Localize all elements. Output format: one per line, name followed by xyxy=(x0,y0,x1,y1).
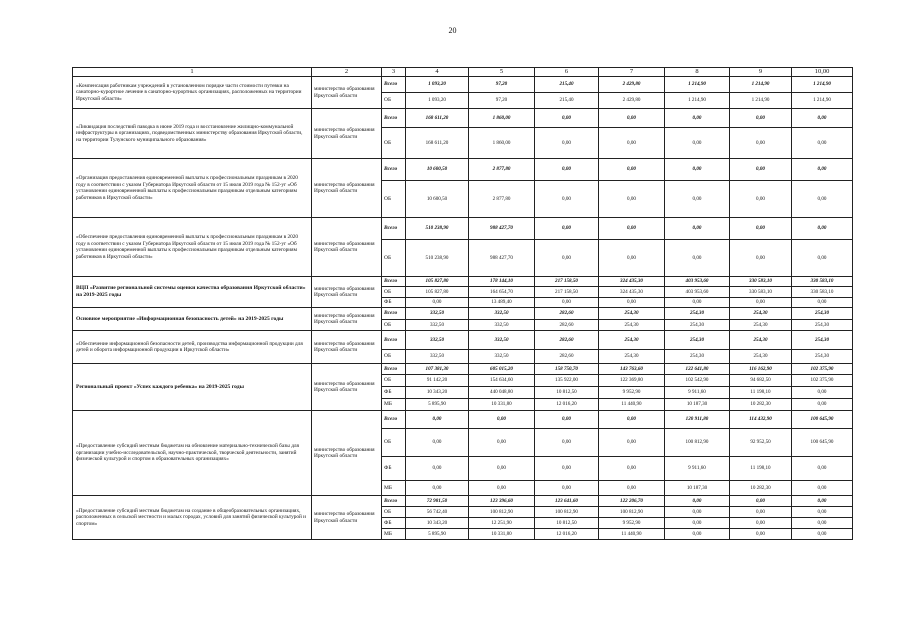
funding-source: ФБ xyxy=(382,518,406,529)
amount-cell: 100 645,90 xyxy=(792,411,853,429)
executor: министерство образования Иркутской области xyxy=(312,77,382,109)
amount-cell: 0,00 xyxy=(792,387,853,399)
amount-cell: 0,00 xyxy=(535,128,599,159)
table-row xyxy=(73,218,853,240)
amount-cell: 510 238,90 xyxy=(406,218,469,240)
amount-cell: 1 214,90 xyxy=(665,93,730,109)
amount-cell: 11 198,10 xyxy=(730,457,792,481)
amount-cell: 0,00 xyxy=(730,496,792,507)
amount-cell: 1 214,90 xyxy=(792,93,853,109)
funding-source: ОБ xyxy=(382,181,406,218)
funding-source: ОБ xyxy=(382,429,406,457)
amount-cell: 0,00 xyxy=(599,457,665,481)
funding-source: ОБ xyxy=(382,320,406,331)
amount-cell: 122 369,80 xyxy=(599,375,665,387)
executor: министерство образования Иркутской области xyxy=(312,218,382,277)
amount-cell: 143 763,60 xyxy=(599,364,665,375)
amount-cell: 0,00 xyxy=(792,518,853,529)
header-cell: 5 xyxy=(469,68,535,77)
amount-cell: 0,00 xyxy=(730,240,792,277)
amount-cell: 0,00 xyxy=(665,298,730,308)
amount-cell: 120 911,80 xyxy=(665,411,730,429)
amount-cell: 332,50 xyxy=(406,320,469,331)
funding-source: Всего xyxy=(382,411,406,429)
header-cell: 9 xyxy=(730,68,792,77)
amount-cell: 0,00 xyxy=(406,429,469,457)
amount-cell: 0,00 xyxy=(535,457,599,481)
amount-cell: 217 158,50 xyxy=(535,287,599,298)
amount-cell: 403 953,60 xyxy=(665,277,730,287)
amount-cell: 0,00 xyxy=(535,159,599,181)
amount-cell: 12 016,20 xyxy=(535,399,599,411)
amount-cell: 10 600,50 xyxy=(406,181,469,218)
funding-source: Всего xyxy=(382,218,406,240)
funding-source: ФБ xyxy=(382,457,406,481)
funding-source: Всего xyxy=(382,496,406,507)
amount-cell: 0,00 xyxy=(469,481,535,496)
activity-name: «Обеспечение предоставления единовременной выплаты к профессиональным праздникам в 2020 году в соответствии с указом Губернатора Иркутской области от 15 июля 2019 года № 152-уг «Об установлении единовременной выплаты к профессиональным праздникам отдельным категориям работников в Иркутской области» xyxy=(73,218,312,277)
amount-cell: 254,30 xyxy=(792,331,853,350)
funding-source: Всего xyxy=(382,159,406,181)
amount-cell: 0,00 xyxy=(535,240,599,277)
activity-name: «Предоставление субсидий местным бюджетам на создание в общеобразовательных организациях, расположенных в сельской местности и малых городах, условий для занятий физической культурой и спортом» xyxy=(73,496,312,540)
amount-cell: 56 742,40 xyxy=(406,507,469,518)
amount-cell: 605 015,20 xyxy=(469,364,535,375)
header-cell: 3 xyxy=(382,68,406,77)
amount-cell: 123 396,60 xyxy=(469,496,535,507)
amount-cell: 0,00 xyxy=(730,218,792,240)
amount-cell: 0,00 xyxy=(665,529,730,540)
amount-cell: 1 860,00 xyxy=(469,128,535,159)
amount-cell: 332,50 xyxy=(469,320,535,331)
amount-cell: 1 214,90 xyxy=(792,77,853,93)
amount-cell: 5 895,90 xyxy=(406,529,469,540)
amount-cell: 0,00 xyxy=(730,159,792,181)
amount-cell: 0,00 xyxy=(599,109,665,128)
amount-cell: 0,00 xyxy=(730,518,792,529)
amount-cell: 102 375,90 xyxy=(792,364,853,375)
header-cell: 4 xyxy=(406,68,469,77)
amount-cell: 282,60 xyxy=(535,320,599,331)
amount-cell: 10 282,30 xyxy=(730,481,792,496)
amount-cell: 254,30 xyxy=(792,308,853,320)
funding-source: Всего xyxy=(382,364,406,375)
amount-cell: 254,30 xyxy=(599,350,665,364)
table-row xyxy=(73,159,853,181)
amount-cell: 100 645,90 xyxy=(792,429,853,457)
activity-name: ВЦП «Развитие региональной системы оценки качества образования Иркутской области» на 2019-2025 годы xyxy=(73,277,312,308)
amount-cell: 178 144,10 xyxy=(469,277,535,287)
amount-cell: 0,00 xyxy=(792,240,853,277)
amount-cell: 0,00 xyxy=(469,411,535,429)
executor: министерство образования Иркутской области xyxy=(312,159,382,218)
funding-source: ОБ xyxy=(382,287,406,298)
amount-cell: 0,00 xyxy=(599,181,665,218)
amount-cell: 168 611,20 xyxy=(406,128,469,159)
amount-cell: 91 142,20 xyxy=(406,375,469,387)
amount-cell: 100 812,90 xyxy=(469,507,535,518)
budget-table xyxy=(72,67,853,540)
amount-cell: 0,00 xyxy=(665,496,730,507)
amount-cell: 0,00 xyxy=(792,399,853,411)
amount-cell: 11 198,10 xyxy=(730,387,792,399)
amount-cell: 0,00 xyxy=(535,411,599,429)
amount-cell: 0,00 xyxy=(792,128,853,159)
amount-cell: 164 654,70 xyxy=(469,287,535,298)
amount-cell: 123 641,60 xyxy=(535,496,599,507)
amount-cell: 1 214,90 xyxy=(730,93,792,109)
amount-cell: 330 583,10 xyxy=(792,277,853,287)
header-cell: 7 xyxy=(599,68,665,77)
activity-name: «Ликвидация последствий паводка в июне 2019 года и восстановление жилищно-коммунальной инфраструктуры в организациях, подведомственных министерству образования Иркутской области, на территории Тулунского муниципального образования» xyxy=(73,109,312,159)
amount-cell: 12 251,90 xyxy=(469,518,535,529)
activity-name: «Организация предоставления единовременной выплаты к профессиональным праздникам в 2020 году в соответствии с указом Губернатора Иркутской области от 15 июля 2019 года № 152-уг «Об установлении единовременной выплаты к профессиональным праздникам отдельным категориям работников в Иркутской области» xyxy=(73,159,312,218)
amount-cell: 11 440,90 xyxy=(599,399,665,411)
amount-cell: 332,50 xyxy=(406,331,469,350)
amount-cell: 5 895,90 xyxy=(406,399,469,411)
funding-source: Всего xyxy=(382,109,406,128)
funding-source: Всего xyxy=(382,77,406,93)
amount-cell: 72 981,50 xyxy=(406,496,469,507)
amount-cell: 105 827,80 xyxy=(406,277,469,287)
amount-cell: 10 187,30 xyxy=(665,481,730,496)
amount-cell: 0,00 xyxy=(599,218,665,240)
amount-cell: 254,30 xyxy=(599,320,665,331)
header-cell: 8 xyxy=(665,68,730,77)
amount-cell: 215,40 xyxy=(535,77,599,93)
amount-cell: 1 093,20 xyxy=(406,77,469,93)
amount-cell: 0,00 xyxy=(792,481,853,496)
funding-source: Всего xyxy=(382,331,406,350)
amount-cell: 0,00 xyxy=(406,298,469,308)
table-row xyxy=(73,331,853,350)
amount-cell: 10 812,50 xyxy=(535,518,599,529)
amount-cell: 0,00 xyxy=(792,507,853,518)
amount-cell: 11 440,90 xyxy=(599,529,665,540)
amount-cell: 2 877,80 xyxy=(469,181,535,218)
amount-cell: 330 583,10 xyxy=(792,287,853,298)
amount-cell: 0,00 xyxy=(792,457,853,481)
amount-cell: 0,00 xyxy=(599,481,665,496)
amount-cell: 0,00 xyxy=(730,529,792,540)
amount-cell: 254,30 xyxy=(730,350,792,364)
amount-cell: 0,00 xyxy=(665,109,730,128)
activity-name: Региональный проект «Успех каждого ребенка» на 2019-2025 годы xyxy=(73,364,312,411)
header-cell: 6 xyxy=(535,68,599,77)
amount-cell: 254,30 xyxy=(665,308,730,320)
amount-cell: 9 952,90 xyxy=(599,518,665,529)
amount-cell: 0,00 xyxy=(730,298,792,308)
amount-cell: 215,40 xyxy=(535,93,599,109)
amount-cell: 10 343,20 xyxy=(406,387,469,399)
amount-cell: 282,60 xyxy=(535,331,599,350)
table-row xyxy=(73,77,853,93)
amount-cell: 0,00 xyxy=(599,298,665,308)
amount-cell: 135 922,00 xyxy=(535,375,599,387)
amount-cell: 2 429,80 xyxy=(599,77,665,93)
amount-cell: 1 214,90 xyxy=(730,77,792,93)
table-row xyxy=(73,277,853,287)
activity-name: «Обеспечение информационной безопасности детей, производства информационной продукции для детей и оборота информационной продукции в Иркутской области» xyxy=(73,331,312,364)
amount-cell: 254,30 xyxy=(599,308,665,320)
amount-cell: 0,00 xyxy=(665,218,730,240)
amount-cell: 217 158,50 xyxy=(535,277,599,287)
funding-source: МБ xyxy=(382,481,406,496)
amount-cell: 332,50 xyxy=(406,350,469,364)
amount-cell: 154 634,60 xyxy=(469,375,535,387)
amount-cell: 254,30 xyxy=(730,320,792,331)
amount-cell: 0,00 xyxy=(406,411,469,429)
funding-source: ФБ xyxy=(382,387,406,399)
amount-cell: 9 911,60 xyxy=(665,387,730,399)
amount-cell: 254,30 xyxy=(665,331,730,350)
amount-cell: 254,30 xyxy=(599,331,665,350)
amount-cell: 0,00 xyxy=(535,429,599,457)
amount-cell: 97,20 xyxy=(469,93,535,109)
amount-cell: 100 812,90 xyxy=(665,429,730,457)
amount-cell: 988 427,70 xyxy=(469,218,535,240)
amount-cell: 324 435,30 xyxy=(599,287,665,298)
activity-name: «Компенсация работникам учреждений в установленном порядке части стоимости путевки на санаторно-курортное лечение в санаторно-курортных организациях, расположенных на территории Иркутской области» xyxy=(73,77,312,109)
amount-cell: 9 952,90 xyxy=(599,387,665,399)
amount-cell: 330 583,10 xyxy=(730,277,792,287)
executor: министерство образования Иркутской области xyxy=(312,364,382,411)
amount-cell: 0,00 xyxy=(535,218,599,240)
amount-cell: 158 750,70 xyxy=(535,364,599,375)
amount-cell: 0,00 xyxy=(665,159,730,181)
amount-cell: 0,00 xyxy=(535,481,599,496)
amount-cell: 0,00 xyxy=(599,429,665,457)
header-row xyxy=(73,68,853,77)
funding-source: ФБ xyxy=(382,298,406,308)
amount-cell: 102 375,90 xyxy=(792,375,853,387)
amount-cell: 254,30 xyxy=(665,320,730,331)
amount-cell: 0,00 xyxy=(792,496,853,507)
amount-cell: 13 489,40 xyxy=(469,298,535,308)
amount-cell: 254,30 xyxy=(730,308,792,320)
table-row xyxy=(73,308,853,320)
amount-cell: 330 583,10 xyxy=(730,287,792,298)
amount-cell: 0,00 xyxy=(730,181,792,218)
amount-cell: 0,00 xyxy=(792,109,853,128)
table-row xyxy=(73,496,853,507)
amount-cell: 10 812,50 xyxy=(535,387,599,399)
funding-source: ОБ xyxy=(382,507,406,518)
executor: министерство образования Иркутской области xyxy=(312,496,382,540)
amount-cell: 0,00 xyxy=(665,181,730,218)
amount-cell: 94 682,50 xyxy=(730,375,792,387)
amount-cell: 0,00 xyxy=(730,109,792,128)
amount-cell: 0,00 xyxy=(730,507,792,518)
amount-cell: 10 331,80 xyxy=(469,399,535,411)
amount-cell: 0,00 xyxy=(792,218,853,240)
funding-source: ОБ xyxy=(382,128,406,159)
amount-cell: 0,00 xyxy=(792,298,853,308)
amount-cell: 116 162,90 xyxy=(730,364,792,375)
amount-cell: 0,00 xyxy=(665,507,730,518)
amount-cell: 10 600,50 xyxy=(406,159,469,181)
amount-cell: 254,30 xyxy=(665,350,730,364)
amount-cell: 10 343,20 xyxy=(406,518,469,529)
table-body xyxy=(73,77,853,540)
amount-cell: 332,50 xyxy=(406,308,469,320)
amount-cell: 0,00 xyxy=(730,128,792,159)
amount-cell: 10 187,30 xyxy=(665,399,730,411)
funding-source: ОБ xyxy=(382,350,406,364)
amount-cell: 105 827,80 xyxy=(406,287,469,298)
amount-cell: 97,20 xyxy=(469,77,535,93)
funding-source: ОБ xyxy=(382,240,406,277)
amount-cell: 92 952,50 xyxy=(730,429,792,457)
amount-cell: 10 331,80 xyxy=(469,529,535,540)
activity-name: «Предоставление субсидий местным бюджетам на обновление материально-технической базы для организации учебно-исследовательской, научно-практической, творческой деятельности, занятий физической культурой и спортом в образовательных организациях» xyxy=(73,411,312,496)
amount-cell: 9 911,60 xyxy=(665,457,730,481)
amount-cell: 0,00 xyxy=(535,109,599,128)
amount-cell: 282,60 xyxy=(535,350,599,364)
amount-cell: 114 432,90 xyxy=(730,411,792,429)
amount-cell: 122 206,70 xyxy=(599,496,665,507)
amount-cell: 12 016,20 xyxy=(535,529,599,540)
header-cell: 2 xyxy=(312,68,382,77)
amount-cell: 1 860,00 xyxy=(469,109,535,128)
amount-cell: 0,00 xyxy=(535,181,599,218)
amount-cell: 107 381,30 xyxy=(406,364,469,375)
amount-cell: 332,50 xyxy=(469,308,535,320)
amount-cell: 254,30 xyxy=(730,331,792,350)
amount-cell: 2 877,80 xyxy=(469,159,535,181)
page-number: 20 xyxy=(448,26,457,35)
executor: министерство образования Иркутской области xyxy=(312,308,382,331)
amount-cell: 324 435,30 xyxy=(599,277,665,287)
amount-cell: 0,00 xyxy=(665,518,730,529)
header-cell: 10,00 xyxy=(792,68,853,77)
amount-cell: 0,00 xyxy=(599,240,665,277)
amount-cell: 168 611,20 xyxy=(406,109,469,128)
funding-source: МБ xyxy=(382,529,406,540)
amount-cell: 254,30 xyxy=(792,320,853,331)
amount-cell: 0,00 xyxy=(469,457,535,481)
amount-cell: 0,00 xyxy=(406,481,469,496)
amount-cell: 0,00 xyxy=(792,181,853,218)
amount-cell: 332,50 xyxy=(469,350,535,364)
amount-cell: 1 214,90 xyxy=(665,77,730,93)
amount-cell: 0,00 xyxy=(599,159,665,181)
amount-cell: 0,00 xyxy=(535,298,599,308)
funding-source: ОБ xyxy=(382,93,406,109)
amount-cell: 332,50 xyxy=(469,331,535,350)
amount-cell: 102 542,90 xyxy=(665,375,730,387)
funding-source: ОБ xyxy=(382,375,406,387)
executor: министерство образования Иркутской области xyxy=(312,277,382,308)
executor: министерство образования Иркутской области xyxy=(312,411,382,496)
funding-source: Всего xyxy=(382,277,406,287)
header-cell: 1 xyxy=(73,68,312,77)
amount-cell: 0,00 xyxy=(406,457,469,481)
amount-cell: 0,00 xyxy=(469,429,535,457)
amount-cell: 440 048,80 xyxy=(469,387,535,399)
amount-cell: 0,00 xyxy=(665,128,730,159)
amount-cell: 0,00 xyxy=(665,240,730,277)
amount-cell: 100 812,90 xyxy=(535,507,599,518)
amount-cell: 254,30 xyxy=(792,350,853,364)
amount-cell: 403 953,60 xyxy=(665,287,730,298)
funding-source: МБ xyxy=(382,399,406,411)
amount-cell: 0,00 xyxy=(599,411,665,429)
table-row xyxy=(73,109,853,128)
amount-cell: 122 641,80 xyxy=(665,364,730,375)
amount-cell: 0,00 xyxy=(792,159,853,181)
amount-cell: 510 238,90 xyxy=(406,240,469,277)
amount-cell: 100 812,90 xyxy=(599,507,665,518)
amount-cell: 988 427,70 xyxy=(469,240,535,277)
table-row xyxy=(73,364,853,375)
executor: министерство образования Иркутской области xyxy=(312,109,382,159)
amount-cell: 2 429,80 xyxy=(599,93,665,109)
amount-cell: 0,00 xyxy=(599,128,665,159)
table-row xyxy=(73,411,853,429)
amount-cell: 282,60 xyxy=(535,308,599,320)
activity-name: Основное мероприятие «Информационная безопасность детей» на 2019-2025 годы xyxy=(73,308,312,331)
funding-source: Всего xyxy=(382,308,406,320)
amount-cell: 10 282,30 xyxy=(730,399,792,411)
amount-cell: 1 093,20 xyxy=(406,93,469,109)
executor: министерство образования Иркутской области xyxy=(312,331,382,364)
amount-cell: 0,00 xyxy=(792,529,853,540)
